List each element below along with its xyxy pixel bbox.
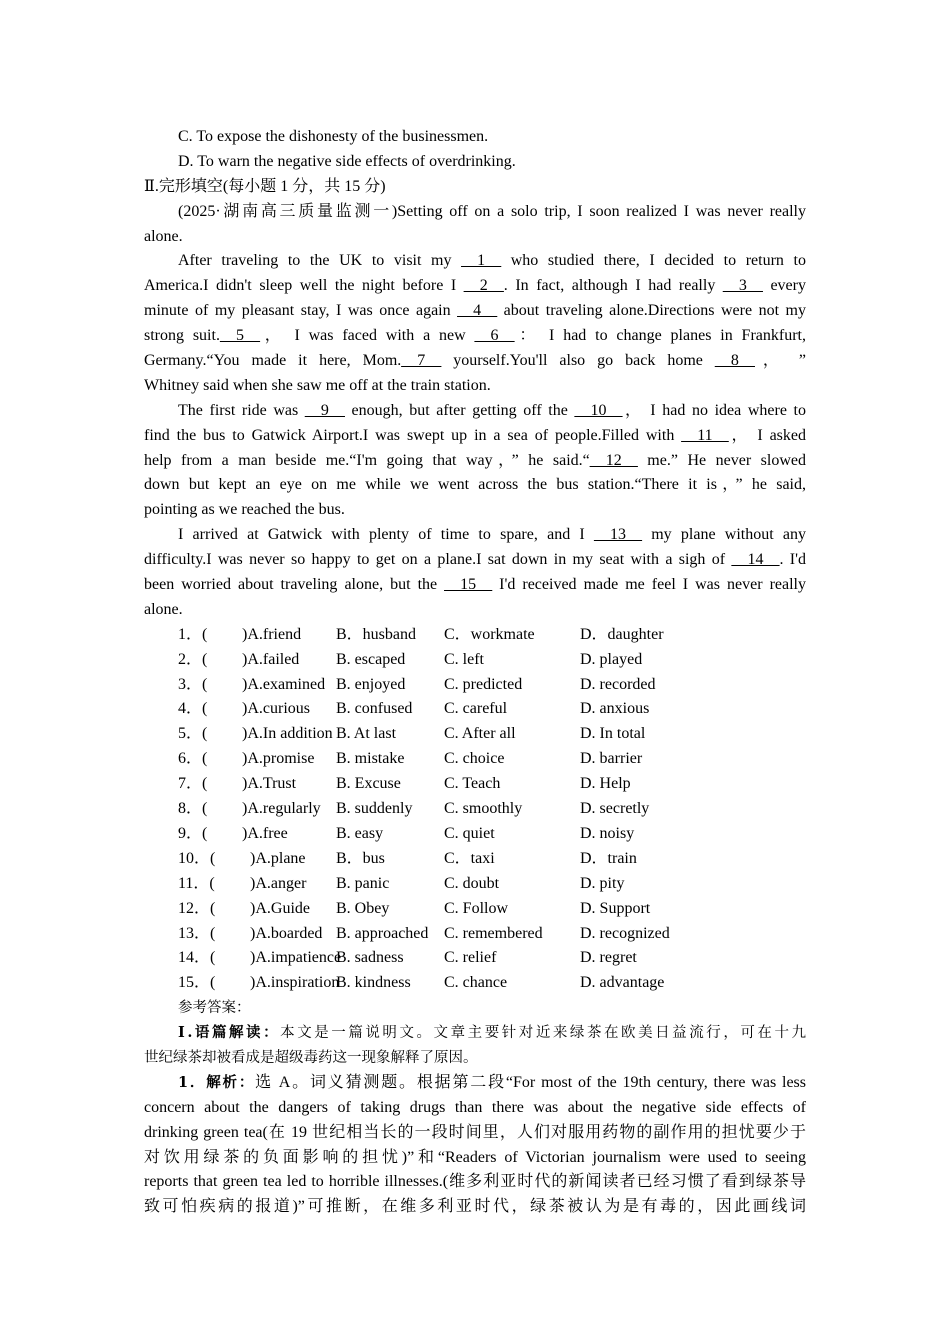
option-b: B. sadness — [336, 949, 404, 967]
passage-line: Whitney said when she saw me off at the train station. — [144, 376, 491, 394]
passage-line: (2025·湖南高三质量监测一)Setting off on a solo trip, I soon realized I was never really — [178, 202, 806, 220]
option-d: D．train — [580, 849, 637, 867]
passage-line: I arrived at Gatwick with plenty of time to spare, and I __13__ my plane without any — [178, 526, 806, 544]
option-c: C. After all — [444, 725, 516, 743]
option-c: C. left — [444, 650, 484, 668]
option-b: B. enjoyed — [336, 675, 406, 693]
question-number: 1．( — [178, 625, 208, 643]
passage-line: The first ride was __9__ enough, but after getting off the __10__， I had no idea where to — [178, 401, 807, 419]
option-a: )A.regularly — [242, 800, 321, 818]
question-number: 4．( — [178, 700, 208, 718]
question-row — [144, 623, 806, 648]
question-row — [144, 648, 806, 673]
question-row — [144, 822, 806, 847]
blank-10: __10__ — [574, 401, 623, 419]
option-b: B. easy — [336, 824, 384, 842]
option-a: )A.promise — [242, 750, 315, 768]
question-row — [144, 897, 806, 922]
option-c: C．taxi — [444, 849, 495, 867]
question-row — [144, 847, 806, 872]
blank-11: __11__ — [681, 426, 729, 444]
question-number: 14．( — [178, 949, 216, 967]
question-number: 10．( — [178, 849, 216, 867]
passage-line: difficulty.I was never so happy to get on a plane.I sat down in my seat with a sigh of __14__. I'd — [144, 551, 806, 569]
option-a: )A.anger — [250, 874, 307, 892]
option-d: D. Help — [580, 775, 631, 793]
option-b: B. kindness — [336, 974, 411, 992]
blank-2: __2__ — [463, 277, 504, 295]
passage-line: Germany.“You made it here, Mom.__7__ yourself.You'll also go back home __8__， ” — [144, 352, 806, 370]
option-d: D. Support — [580, 899, 651, 917]
answer-explanation: 致可怕疾病的报道)”可推断，在维多利亚时代，绿茶被认为是有毒的，因此画线词 — [144, 1198, 806, 1216]
option-c: C. remembered — [444, 924, 543, 942]
passage-line: America.I didn't sleep well the night before I __2__. In fact, although I had really __3__ every — [144, 277, 806, 295]
prev-option-d: D. To warn the negative side effects of overdrinking. — [178, 152, 516, 170]
reading-summary: Ⅰ.语篇解读：本文是一篇说明文。文章主要针对近来绿茶在欧美日益流行，可在十九 — [178, 1024, 806, 1042]
question-row — [144, 697, 806, 722]
question-row — [144, 673, 806, 698]
question-number: 9．( — [178, 824, 208, 842]
option-a: )A.impatience — [250, 949, 342, 967]
question-row — [144, 772, 806, 797]
question-row — [144, 747, 806, 772]
blank-12: __12__ — [589, 451, 638, 469]
option-c: C. choice — [444, 750, 505, 768]
passage-line: help from a man beside me.“I'm going that way，” he said.“__12__ me.” He never slowed — [144, 451, 806, 469]
option-d: D. secretly — [580, 800, 650, 818]
answer-explanation: reports that green tea led to horrible illnesses.(维多利亚时代的新闻读者已经习惯了看到绿茶导 — [144, 1173, 806, 1191]
option-b: B. Excuse — [336, 775, 401, 793]
blank-3: __3__ — [722, 277, 763, 295]
option-c: C．workmate — [444, 625, 535, 643]
option-d: D. played — [580, 650, 643, 668]
passage-line: minute of my pleasant stay, I was once again __4__ about traveling alone.Directions were not my — [144, 302, 806, 320]
option-d: D．daughter — [580, 625, 664, 643]
option-c: C. quiet — [444, 824, 495, 842]
passage-line: down but kept an eye on me while we went across the bus station.“There it is，” he said, — [144, 476, 806, 494]
option-b: B. confused — [336, 700, 413, 718]
document-page — [144, 125, 806, 1220]
prev-option-c: C. To expose the dishonesty of the businessmen. — [178, 128, 489, 145]
option-c: C. relief — [444, 949, 497, 967]
question-number: 5．( — [178, 725, 208, 743]
option-b: B．husband — [336, 625, 417, 643]
answers-heading: 参考答案： — [178, 1000, 251, 1017]
question-number: 8．( — [178, 800, 208, 818]
passage-line: alone. — [144, 227, 183, 245]
reading-summary-cont: 世纪绿茶却被看成是超级毒药这一现象解释了原因。 — [144, 1049, 478, 1066]
question-number: 11．( — [178, 874, 215, 892]
option-b: B. panic — [336, 874, 390, 892]
option-b: B. approached — [336, 924, 429, 942]
option-b: B. suddenly — [336, 800, 413, 818]
option-d: D. anxious — [580, 700, 650, 718]
option-b: B. At last — [336, 725, 397, 743]
blank-13: __13__ — [593, 526, 642, 544]
option-a: )A.failed — [242, 650, 300, 668]
answer-explanation: concern about the dangers of taking drugs than there was about the negative side effects of — [144, 1098, 806, 1116]
blank-4: __4__ — [457, 302, 498, 320]
option-c: C. predicted — [444, 675, 523, 693]
option-a: )A.In addition — [242, 725, 333, 743]
question-number: 13．( — [178, 924, 216, 942]
option-a: )A.inspiration — [250, 974, 340, 992]
blank-6: __6__ — [474, 327, 515, 345]
option-d: D. advantage — [580, 974, 665, 992]
option-d: D. barrier — [580, 750, 643, 768]
option-c: C. smoothly — [444, 800, 523, 818]
answer-explanation: drinking green tea(在 19 世纪相当长的一段时间里，人们对服用药物的副作用的担忧要少于 — [144, 1123, 806, 1141]
question-row — [144, 722, 806, 747]
option-a: )A.Guide — [250, 899, 310, 917]
blank-15: __15__ — [444, 576, 493, 594]
option-b: B. mistake — [336, 750, 405, 768]
option-a: )A.curious — [242, 700, 310, 718]
blank-9: __9__ — [304, 401, 345, 419]
question-number: 3．( — [178, 675, 208, 693]
option-d: D. noisy — [580, 824, 635, 842]
passage-line: alone. — [144, 600, 183, 618]
passage-line: pointing as we reached the bus. — [144, 501, 345, 519]
blank-8: __8__ — [714, 352, 755, 370]
question-row — [144, 872, 806, 897]
section-heading: Ⅱ.完形填空(每小题 1 分，共 15 分) — [144, 177, 386, 195]
option-c: C. Teach — [444, 775, 501, 793]
option-c: C. chance — [444, 974, 508, 992]
question-number: 7．( — [178, 775, 208, 793]
question-number: 12．( — [178, 899, 216, 917]
option-d: D. In total — [580, 725, 646, 743]
blank-7: __7__ — [401, 352, 442, 370]
answer-explanation: 1．解析：选 A。词义猜测题。根据第二段“For most of the 19th century, there was less — [178, 1073, 807, 1091]
option-b: B．bus — [336, 849, 385, 867]
option-b: B. Obey — [336, 899, 390, 917]
passage-line: After traveling to the UK to visit my __1__ who studied there, I decided to return to — [178, 252, 806, 270]
question-row — [144, 797, 806, 822]
option-c: C. doubt — [444, 874, 500, 892]
option-d: D. pity — [580, 874, 625, 892]
option-a: )A.boarded — [250, 924, 323, 942]
answer-explanation: 对饮用绿茶的负面影响的担忧)”和“Readers of Victorian journalism were used to seeing — [144, 1148, 806, 1166]
question-number: 2．( — [178, 650, 208, 668]
option-a: )A.plane — [250, 849, 306, 867]
option-c: C. careful — [444, 700, 508, 718]
option-a: )A.free — [242, 824, 288, 842]
question-row — [144, 922, 806, 947]
option-b: B. escaped — [336, 650, 406, 668]
option-d: D. recognized — [580, 924, 670, 942]
question-number: 6．( — [178, 750, 208, 768]
passage-line: find the bus to Gatwick Airport.I was swept up in a sea of people.Filled with __11__， I asked — [144, 426, 807, 444]
question-number: 15．( — [178, 974, 216, 992]
passage-line: strong suit.__5__， I was faced with a new __6__： I had to change planes in Frankfurt, — [144, 327, 806, 345]
option-d: D. regret — [580, 949, 637, 967]
option-d: D. recorded — [580, 675, 656, 693]
option-a: )A.examined — [242, 675, 326, 693]
question-row — [144, 946, 806, 971]
question-list — [144, 623, 806, 996]
option-a: )A.Trust — [242, 775, 297, 793]
option-c: C. Follow — [444, 899, 509, 917]
blank-5: __5__ — [219, 327, 260, 345]
question-row — [144, 971, 806, 996]
blank-1: __1__ — [461, 252, 502, 270]
passage-line: been worried about traveling alone, but the __15__ I'd received made me feel I was never really — [144, 576, 806, 594]
blank-14: __14__ — [731, 551, 780, 569]
option-a: )A.friend — [242, 625, 302, 643]
